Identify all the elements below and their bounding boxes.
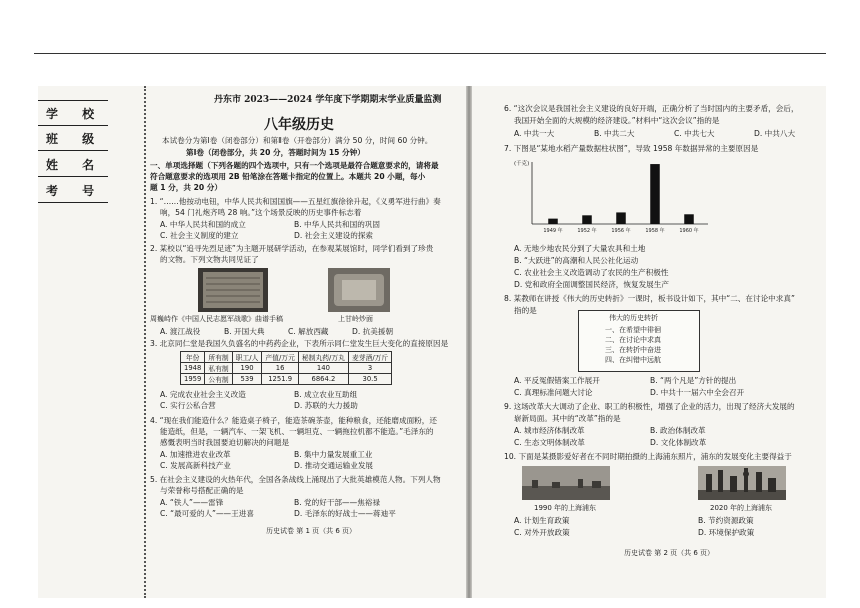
q9-line2: 崭新局面。其中的“改革”指的是 xyxy=(514,414,621,423)
q7-stem: 7. 下图是“某地水稻产量数据柱状图”，导致 1958 年数据异常的主要原因是 xyxy=(504,144,759,153)
q1-option-d: D. 社会主义建设的探索 xyxy=(294,231,374,240)
chart-bar xyxy=(548,219,558,224)
q6-line2: 我国开始全面的大规模的经济建设。”材料中“这次会议”指的是 xyxy=(514,116,720,125)
q2-option-c: C. 解放西藏 xyxy=(288,327,329,336)
q5-option-a: A. “铁人”——雷锋 xyxy=(160,498,224,507)
q9-option-d: D. 文化体制改革 xyxy=(650,438,707,447)
student-info-box xyxy=(38,100,108,250)
q2-option-b: B. 开国大典 xyxy=(224,327,265,336)
q5-option-c: C. “最可爱的人”——王进喜 xyxy=(160,509,254,518)
q5-option-b: B. 党的好干部——焦裕禄 xyxy=(294,498,380,507)
q3-option-d: D. 苏联的大力援助 xyxy=(294,401,358,410)
q9-option-b: B. 政治体制改革 xyxy=(650,426,706,435)
q6-option-c: C. 中共七大 xyxy=(674,129,715,138)
chart-x-tick-label: 1956 年 xyxy=(611,228,631,234)
q7-option-a: A. 无地少地农民分到了大量农具和土地 xyxy=(514,244,646,253)
q2-line2: 的文物。下列文物共同见证了 xyxy=(160,255,259,264)
table-cell: 私有制 xyxy=(205,363,232,374)
board-title: 伟大的历史转折 xyxy=(609,314,658,322)
exam-title: 丹东市 2023——2024 学年度下学期期末学业质量监测 xyxy=(214,95,442,105)
q10-stem: 10. 下面是某摄影爱好者在不同时期拍摄的上海浦东照片，浦东的发展变化主要得益于 xyxy=(504,452,792,461)
table-cell: 1948 xyxy=(181,363,205,374)
table-cell: 1251.9 xyxy=(262,374,298,385)
q8-option-a: A. 平反冤假错案工作展开 xyxy=(514,376,600,385)
q1-option-a: A. 中华人民共和国的成立 xyxy=(160,220,246,229)
q1-option-c: C. 社会主义制度的建立 xyxy=(160,231,239,240)
q10-caption-1: 1990 年的上海浦东 xyxy=(534,504,597,512)
table-cell: 6864.2 xyxy=(298,374,348,385)
q3-stem: 3. 北京同仁堂是我国久负盛名的中药药企业，下表所示同仁堂发生巨大变化的直接原因是 xyxy=(150,339,449,348)
q2-caption-2: 上甘岭炒面 xyxy=(338,315,373,323)
board-item: 二、在讨论中求真 xyxy=(605,336,661,344)
chart-bar xyxy=(582,215,592,224)
section-heading-3: 题 1 分，共 20 分） xyxy=(150,183,222,192)
q4-line3: 感慨表明当时我国要迫切解决的问题是 xyxy=(160,438,290,447)
table-header-cell: 麦芽酒/万斤 xyxy=(348,352,391,363)
exam-number-field: 考 号 xyxy=(38,178,108,203)
q5-line1: 5. 在社会主义建设的火热年代，全国各条战线上涌现出了大批英雄模范人物。下列人物 xyxy=(150,475,441,484)
chart-x-tick-label: 1952 年 xyxy=(577,228,597,234)
chart-y-label: (千克) xyxy=(514,161,530,167)
q5-option-d: D. 毛泽东的好战士——蒋迪平 xyxy=(294,509,396,518)
board-item: 一、在希望中徘徊 xyxy=(605,326,661,334)
q3-option-b: B. 成立农业互助组 xyxy=(294,390,358,399)
table-header-cell: 产值/万元 xyxy=(262,352,298,363)
q8-line1: 8. 某教师在讲授《伟大的历史转折》一课时，板书设计如下，其中“二、在讨论中求真” xyxy=(504,294,795,303)
q5-line2: 与荣誉称号搭配正确的是 xyxy=(160,486,244,495)
q2-option-d: D. 抗美援朝 xyxy=(352,327,394,336)
chart-bar xyxy=(616,212,626,224)
table-cell: 140 xyxy=(298,363,348,374)
board-item: 四、在纠错中远航 xyxy=(605,356,661,364)
q10-caption-2: 2020 年的上海浦东 xyxy=(710,504,773,512)
q8-option-d: D. 中共十一届六中全会召开 xyxy=(650,388,745,397)
table-cell: 16 xyxy=(262,363,298,374)
page-footer-right: 历史试卷 第 2 页（共 6 页） xyxy=(624,549,715,557)
school-field: 学 校 xyxy=(38,100,108,126)
pudong-2020-photo xyxy=(698,466,786,500)
q9-line1: 9. 这场改革大大调动了企业、职工的积极性，增强了企业的活力，出现了经济大发展的 xyxy=(504,402,795,411)
table-cell: 190 xyxy=(232,363,262,374)
pudong-1990-photo xyxy=(522,466,610,500)
q4-option-c: C. 发展高新科技产业 xyxy=(160,461,231,470)
chart-x-tick-label: 1949 年 xyxy=(543,228,563,234)
q2-line1: 2. 某校以“追寻先烈足迹”为主题开展研学活动，在参观某展馆时，同学们看到了珍贵 xyxy=(150,244,434,253)
binding-line xyxy=(144,86,146,598)
q4-line1: 4. “现在我们能造什么？能造桌子椅子，能造茶碗茶壶，能种粮食，还能磨成面粉，还 xyxy=(150,416,437,425)
q9-option-a: A. 城市经济体制改革 xyxy=(514,426,585,435)
chart-x-tick-label: 1960 年 xyxy=(679,228,699,234)
table-header-cell: 秘制丸药/万丸 xyxy=(298,352,348,363)
section-heading-1: 一、单项选择题（下列各题的四个选项中，只有一个选项是最符合题意要求的，请将最 xyxy=(150,161,439,170)
table-cell: 3 xyxy=(348,363,391,374)
chart-bar xyxy=(650,164,660,224)
rice-yield-chart xyxy=(512,156,712,238)
q10-option-b: B. 节约资源政策 xyxy=(698,516,754,525)
chart-bar xyxy=(684,214,694,224)
table-cell: 1959 xyxy=(181,374,205,385)
table-header-row xyxy=(181,352,392,363)
q3-table xyxy=(180,351,392,385)
table-row xyxy=(181,363,392,374)
name-field: 姓 名 xyxy=(38,152,108,177)
q3-option-a: A. 完成农业社会主义改造 xyxy=(160,390,246,399)
q6-line1: 6. “这次会议是我国社会主义建设的良好开端，正确分析了当时国内的主要矛盾，会后， xyxy=(504,104,799,113)
q4-line2: 能造纸，但是，一辆汽车、一架飞机、一辆坦克、一辆拖拉机都不能造。”毛泽东的 xyxy=(160,427,434,436)
q6-option-b: B. 中共二大 xyxy=(594,129,635,138)
class-field: 班 级 xyxy=(38,126,108,151)
intro-text: 本试卷分为第Ⅰ卷（闭卷部分）和第Ⅱ卷（开卷部分）满分 50 分，时间 60 分钟。 xyxy=(162,136,433,145)
page-footer-left: 历史试卷 第 1 页（共 6 页） xyxy=(266,527,357,535)
q2-option-a: A. 渡江战役 xyxy=(160,327,201,336)
subject-title: 八年级历史 xyxy=(264,117,334,133)
q9-option-c: C. 生态文明体制改革 xyxy=(514,438,585,447)
section-heading-2: 符合题意要求的选项用 2B 铅笔涂在答题卡指定的位置上。本题共 20 小题，每小 xyxy=(150,172,426,181)
q1-option-b: B. 中华人民共和国的巩固 xyxy=(294,220,380,229)
q4-option-b: B. 集中力量发展重工业 xyxy=(294,450,373,459)
q8-line2: 指的是 xyxy=(514,306,537,315)
q2-caption-1: 周巍峙作《中国人民志愿军战歌》曲谱手稿 xyxy=(150,315,283,323)
table-row xyxy=(181,374,392,385)
table-header-cell: 年份 xyxy=(181,352,205,363)
table-cell: 30.5 xyxy=(348,374,391,385)
q8-option-b: B. “两个凡是”方针的提出 xyxy=(650,376,737,385)
top-rule xyxy=(34,53,826,54)
q10-option-a: A. 计划生育政策 xyxy=(514,516,570,525)
q8-option-c: C. 真理标准问题大讨论 xyxy=(514,388,593,397)
table-cell: 539 xyxy=(232,374,262,385)
page-fold xyxy=(466,86,472,598)
q1-line1: 1. “……他按动电钮，中华人民共和国国旗——五星红旗徐徐升起，《义勇军进行曲》奏 xyxy=(150,197,441,206)
music-manuscript-photo xyxy=(198,268,268,312)
noodle-bag-photo xyxy=(328,268,390,312)
q1-line2: 响，54 门礼炮齐鸣 28 响。”这个场景反映的历史事件标志着 xyxy=(160,208,362,217)
q10-option-d: D. 环境保护政策 xyxy=(698,528,755,537)
q7-option-b: B. “大跃进”的高潮和人民公社化运动 xyxy=(514,256,639,265)
q6-option-a: A. 中共一大 xyxy=(514,129,555,138)
exam-paper xyxy=(38,86,826,598)
table-cell: 公有制 xyxy=(205,374,232,385)
q10-option-c: C. 对外开放政策 xyxy=(514,528,570,537)
part-one-heading: 第Ⅰ卷（闭卷部分，共 20 分，答题时间为 15 分钟） xyxy=(186,148,365,157)
chart-x-tick-label: 1958 年 xyxy=(645,228,665,234)
board-item: 三、在转折中奋进 xyxy=(605,346,661,354)
q4-option-a: A. 加速推进农业改革 xyxy=(160,450,231,459)
table-header-cell: 职工/人 xyxy=(232,352,262,363)
q7-option-c: C. 农业社会主义改造调动了农民的生产积极性 xyxy=(514,268,669,277)
q3-option-c: C. 实行公私合营 xyxy=(160,401,216,410)
q7-option-d: D. 党和政府全面调整国民经济，恢复发展生产 xyxy=(514,280,669,289)
q6-option-d: D. 中共八大 xyxy=(754,129,796,138)
blackboard-box xyxy=(578,310,700,372)
q4-option-d: D. 推动交通运输业发展 xyxy=(294,461,374,470)
table-header-cell: 所有制 xyxy=(205,352,232,363)
